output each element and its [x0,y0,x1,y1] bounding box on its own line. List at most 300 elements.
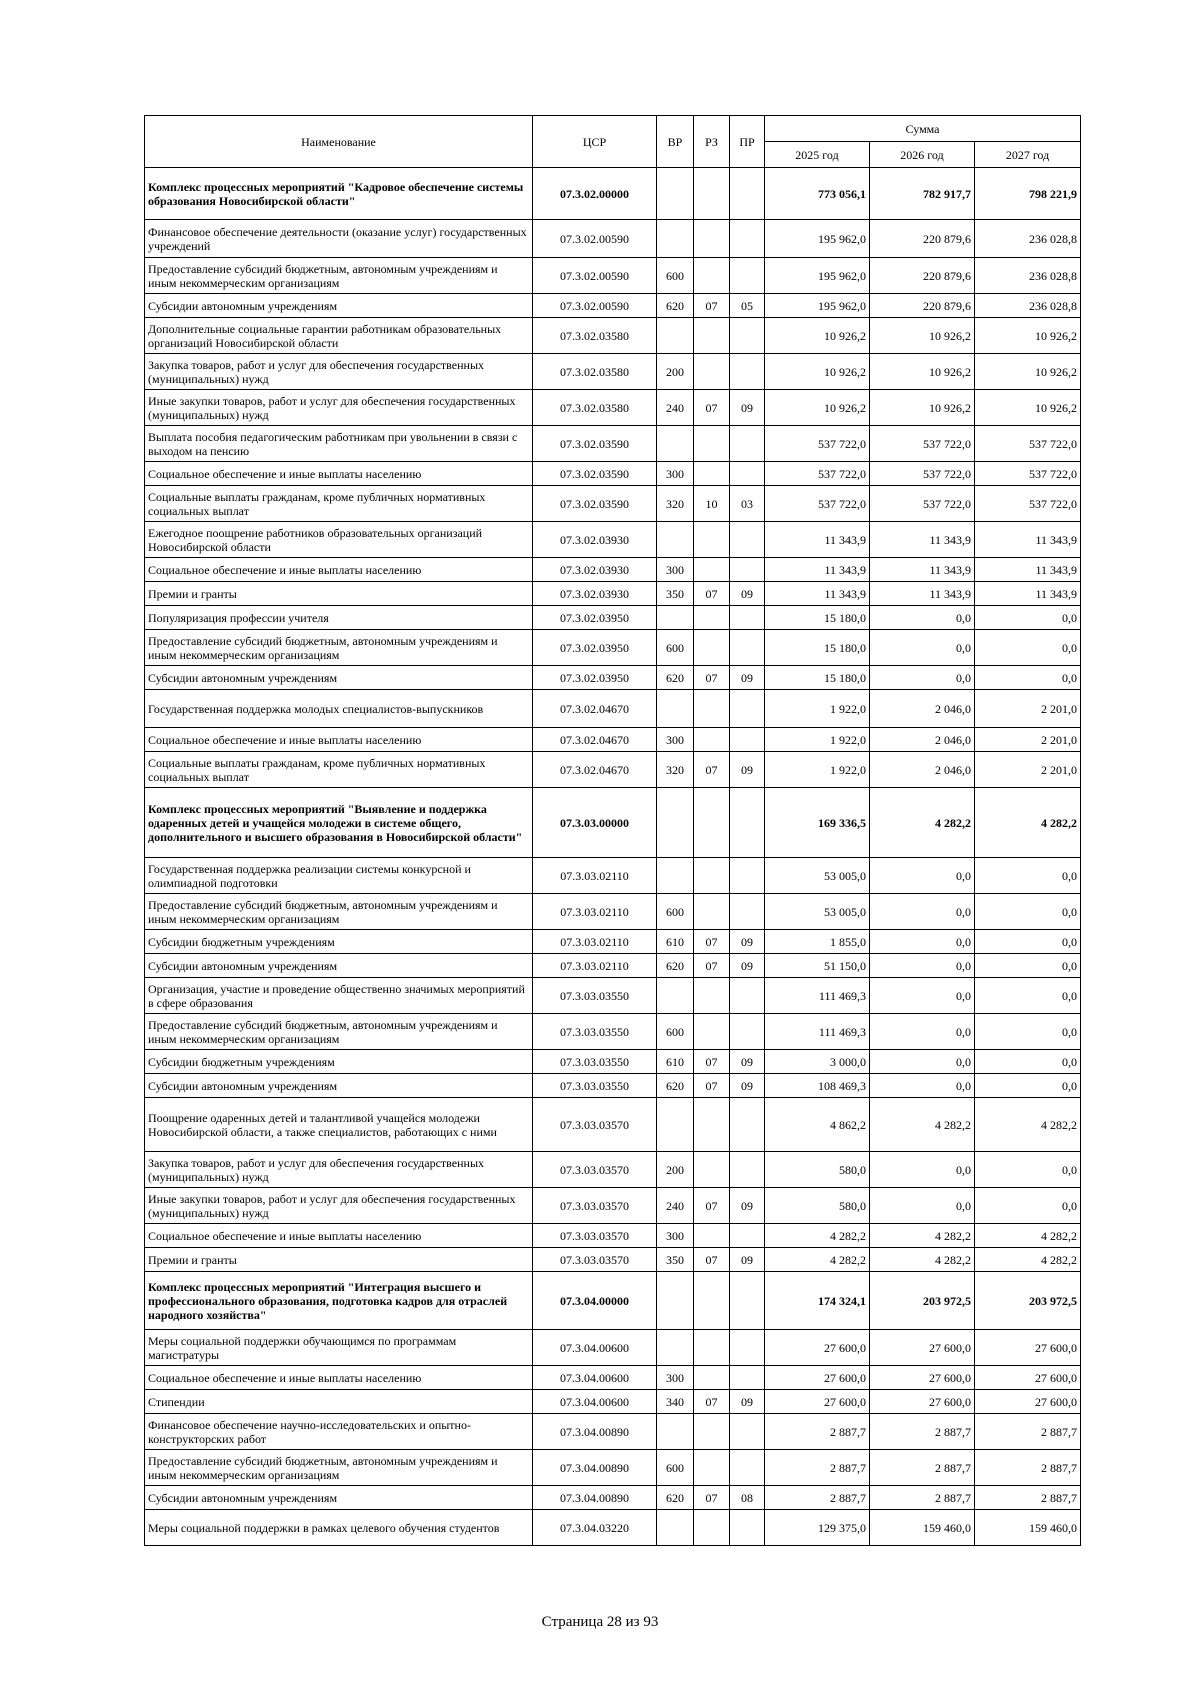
table-cell-csr: 07.3.04.00600 [533,1390,657,1414]
table-cell-2027: 0,0 [975,858,1081,894]
table-cell-pr [730,354,765,390]
table-cell-vr: 600 [657,258,694,294]
table-cell-csr: 07.3.04.00600 [533,1366,657,1390]
table-row [145,858,1081,894]
table-cell-2025: 15 180,0 [765,606,870,630]
table-cell-pr [730,1510,765,1546]
table-cell-2026: 0,0 [870,858,975,894]
table-cell-name: Комплекс процессных мероприятий "Кадровое обеспечение системы образования Новосибирской области" [145,168,533,220]
table-cell-pr [730,558,765,582]
table-cell-2025: 195 962,0 [765,220,870,258]
table-cell-2025: 27 600,0 [765,1366,870,1390]
table-cell-pr: 09 [730,390,765,426]
table-cell-pr: 09 [730,1248,765,1272]
table-row [145,978,1081,1014]
table-cell-2027: 0,0 [975,954,1081,978]
table-row [145,1014,1081,1050]
table-cell-2026: 2 887,7 [870,1486,975,1510]
table-cell-csr: 07.3.02.00000 [533,168,657,220]
table-cell-pr: 09 [730,582,765,606]
table-cell-2026: 220 879,6 [870,294,975,318]
table-cell-2027: 0,0 [975,930,1081,954]
table-cell-vr: 620 [657,666,694,690]
table-row [145,1272,1081,1330]
table-cell-2025: 129 375,0 [765,1510,870,1546]
table-cell-name: Предоставление субсидий бюджетным, автономным учреждениям и иным некоммерческим организациям [145,1014,533,1050]
table-cell-2025: 53 005,0 [765,894,870,930]
table-row [145,1414,1081,1450]
table-cell-vr [657,318,694,354]
table-cell-rz [694,168,730,220]
table-cell-2027: 2 201,0 [975,728,1081,752]
table-cell-vr: 240 [657,390,694,426]
table-cell-csr: 07.3.02.03580 [533,354,657,390]
table-cell-name: Предоставление субсидий бюджетным, автономным учреждениям и иным некоммерческим организациям [145,258,533,294]
table-cell-rz [694,318,730,354]
table-cell-name: Социальные выплаты гражданам, кроме публичных нормативных социальных выплат [145,752,533,788]
table-cell-2026: 27 600,0 [870,1330,975,1366]
table-cell-name: Субсидии автономным учреждениям [145,294,533,318]
table-cell-2027: 4 282,2 [975,1248,1081,1272]
table-cell-2026: 2 887,7 [870,1450,975,1486]
table-cell-pr [730,1272,765,1330]
table-row [145,1486,1081,1510]
table-cell-vr [657,858,694,894]
table-row [145,558,1081,582]
table-cell-name: Социальное обеспечение и иные выплаты населению [145,462,533,486]
table-row [145,168,1081,220]
table-cell-2026: 0,0 [870,1152,975,1188]
table-cell-csr: 07.3.02.03950 [533,630,657,666]
table-cell-2027: 0,0 [975,1074,1081,1098]
table-cell-name: Выплата пособия педагогическим работникам при увольнении в связи с выходом на пенсию [145,426,533,462]
table-cell-2025: 108 469,3 [765,1074,870,1098]
table-cell-vr: 300 [657,558,694,582]
table-cell-vr: 240 [657,1188,694,1224]
table-cell-pr [730,606,765,630]
header-year-2025: 2025 год [765,142,870,168]
table-cell-2025: 111 469,3 [765,978,870,1014]
table-row [145,1152,1081,1188]
table-cell-2027: 0,0 [975,606,1081,630]
table-cell-2025: 174 324,1 [765,1272,870,1330]
table-cell-2025: 195 962,0 [765,294,870,318]
table-cell-csr: 07.3.02.03590 [533,462,657,486]
table-cell-2026: 0,0 [870,1074,975,1098]
table-cell-name: Закупка товаров, работ и услуг для обеспечения государственных (муниципальных) нужд [145,354,533,390]
table-cell-pr [730,1098,765,1152]
table-cell-pr [730,788,765,858]
table-cell-2026: 537 722,0 [870,486,975,522]
table-cell-2026: 10 926,2 [870,390,975,426]
table-cell-csr: 07.3.02.03930 [533,522,657,558]
table-cell-vr [657,1330,694,1366]
budget-table [144,115,1081,1546]
table-cell-rz [694,728,730,752]
table-cell-rz [694,690,730,728]
table-cell-rz [694,978,730,1014]
table-cell-name: Государственная поддержка реализации системы конкурсной и олимпиадной подготовки [145,858,533,894]
table-cell-rz [694,1098,730,1152]
table-cell-2025: 11 343,9 [765,522,870,558]
table-cell-name: Иные закупки товаров, работ и услуг для обеспечения государственных (муниципальных) нужд [145,1188,533,1224]
table-row [145,728,1081,752]
table-row [145,1510,1081,1546]
table-cell-rz [694,788,730,858]
table-cell-vr [657,168,694,220]
table-cell-2025: 1 922,0 [765,690,870,728]
table-cell-pr: 09 [730,752,765,788]
table-cell-rz [694,426,730,462]
table-cell-csr: 07.3.02.04670 [533,752,657,788]
table-row [145,690,1081,728]
table-cell-2026: 0,0 [870,1188,975,1224]
table-row [145,752,1081,788]
table-cell-2026: 0,0 [870,1014,975,1050]
table-cell-2027: 4 282,2 [975,1224,1081,1248]
table-cell-name: Субсидии бюджетным учреждениям [145,1050,533,1074]
table-cell-pr: 09 [730,1188,765,1224]
table-cell-2026: 2 046,0 [870,752,975,788]
table-cell-2027: 2 887,7 [975,1414,1081,1450]
table-cell-rz [694,1224,730,1248]
table-cell-2027: 0,0 [975,894,1081,930]
header-name: Наименование [145,116,533,168]
table-cell-2027: 0,0 [975,1188,1081,1224]
table-cell-rz [694,630,730,666]
table-cell-name: Организация, участие и проведение общественно значимых мероприятий в сфере образования [145,978,533,1014]
table-cell-vr: 300 [657,1366,694,1390]
table-cell-rz: 07 [694,1188,730,1224]
table-cell-pr [730,168,765,220]
table-cell-pr [730,858,765,894]
table-cell-rz: 07 [694,1390,730,1414]
table-cell-vr [657,522,694,558]
table-row [145,1098,1081,1152]
table-cell-rz [694,858,730,894]
table-cell-pr [730,220,765,258]
table-cell-name: Социальное обеспечение и иные выплаты населению [145,728,533,752]
table-cell-csr: 07.3.02.03590 [533,486,657,522]
table-cell-name: Меры социальной поддержки обучающимся по программам магистратуры [145,1330,533,1366]
table-cell-2025: 10 926,2 [765,390,870,426]
table-cell-vr: 320 [657,752,694,788]
table-cell-2026: 27 600,0 [870,1390,975,1414]
table-cell-rz: 07 [694,1050,730,1074]
table-cell-pr: 08 [730,1486,765,1510]
table-cell-2027: 159 460,0 [975,1510,1081,1546]
table-cell-csr: 07.3.04.00000 [533,1272,657,1330]
table-row [145,630,1081,666]
table-cell-csr: 07.3.03.00000 [533,788,657,858]
table-cell-name: Субсидии автономным учреждениям [145,954,533,978]
table-row [145,666,1081,690]
table-cell-vr: 620 [657,954,694,978]
table-cell-rz: 07 [694,1074,730,1098]
table-cell-pr [730,1330,765,1366]
table-row [145,894,1081,930]
table-cell-2025: 2 887,7 [765,1414,870,1450]
table-row [145,258,1081,294]
table-cell-csr: 07.3.02.03930 [533,582,657,606]
header-year-2027: 2027 год [975,142,1081,168]
table-cell-2027: 236 028,8 [975,220,1081,258]
table-cell-2027: 11 343,9 [975,558,1081,582]
table-row [145,220,1081,258]
table-cell-vr [657,978,694,1014]
table-cell-rz: 07 [694,930,730,954]
table-cell-2025: 53 005,0 [765,858,870,894]
table-cell-2025: 2 887,7 [765,1450,870,1486]
table-cell-2027: 0,0 [975,666,1081,690]
table-cell-pr [730,522,765,558]
table-row [145,788,1081,858]
table-cell-2025: 3 000,0 [765,1050,870,1074]
table-cell-2025: 15 180,0 [765,630,870,666]
table-cell-vr: 610 [657,1050,694,1074]
header-year-2026: 2026 год [870,142,975,168]
table-cell-2027: 203 972,5 [975,1272,1081,1330]
table-cell-2027: 2 887,7 [975,1486,1081,1510]
table-cell-pr [730,1014,765,1050]
table-row [145,522,1081,558]
table-cell-name: Премии и гранты [145,582,533,606]
table-cell-2025: 27 600,0 [765,1390,870,1414]
table-cell-rz [694,220,730,258]
table-cell-vr: 600 [657,630,694,666]
table-cell-2027: 4 282,2 [975,788,1081,858]
table-cell-2026: 537 722,0 [870,462,975,486]
table-cell-name: Субсидии автономным учреждениям [145,666,533,690]
table-cell-2026: 220 879,6 [870,220,975,258]
table-cell-csr: 07.3.03.03550 [533,1014,657,1050]
table-cell-2026: 4 282,2 [870,1248,975,1272]
table-row [145,1330,1081,1366]
table-cell-2025: 1 855,0 [765,930,870,954]
table-row [145,1224,1081,1248]
table-cell-rz: 07 [694,666,730,690]
page-number: Страница 28 из 93 [541,1614,659,1630]
table-cell-2025: 51 150,0 [765,954,870,978]
table-cell-vr [657,606,694,630]
table-cell-name: Комплекс процессных мероприятий "Выявление и поддержка одаренных детей и учащейся молодежи в системе общего, дополнительного и высшего образования в Новосибирской области" [145,788,533,858]
table-body [145,168,1081,1546]
table-row [145,606,1081,630]
table-cell-2025: 11 343,9 [765,582,870,606]
table-cell-rz [694,354,730,390]
table-cell-name: Популяризация профессии учителя [145,606,533,630]
table-cell-2025: 1 922,0 [765,752,870,788]
table-cell-2027: 236 028,8 [975,258,1081,294]
table-cell-pr [730,1450,765,1486]
table-cell-vr [657,690,694,728]
header-rz: РЗ [694,116,730,168]
table-cell-name: Закупка товаров, работ и услуг для обеспечения государственных (муниципальных) нужд [145,1152,533,1188]
header-vr: ВР [657,116,694,168]
table-cell-csr: 07.3.02.03590 [533,426,657,462]
table-cell-rz [694,1510,730,1546]
table-cell-name: Дополнительные социальные гарантии работникам образовательных организаций Новосибирской области [145,318,533,354]
table-cell-pr [730,1152,765,1188]
table-cell-rz [694,606,730,630]
table-cell-2027: 0,0 [975,630,1081,666]
table-cell-2026: 0,0 [870,978,975,1014]
table-cell-vr: 200 [657,354,694,390]
table-cell-2026: 4 282,2 [870,1098,975,1152]
table-cell-2025: 4 282,2 [765,1248,870,1272]
table-row [145,294,1081,318]
table-cell-2026: 27 600,0 [870,1366,975,1390]
table-cell-csr: 07.3.02.04670 [533,728,657,752]
table-cell-pr [730,1414,765,1450]
table-cell-name: Социальные выплаты гражданам, кроме публичных нормативных социальных выплат [145,486,533,522]
table-cell-2026: 4 282,2 [870,1224,975,1248]
table-cell-2025: 580,0 [765,1188,870,1224]
table-cell-2027: 0,0 [975,1152,1081,1188]
table-cell-2027: 0,0 [975,978,1081,1014]
table-cell-csr: 07.3.03.02110 [533,894,657,930]
table-cell-csr: 07.3.02.03950 [533,606,657,630]
table-cell-csr: 07.3.04.00600 [533,1330,657,1366]
table-cell-2027: 2 201,0 [975,752,1081,788]
table-cell-vr: 300 [657,462,694,486]
table-row [145,582,1081,606]
table-cell-csr: 07.3.04.00890 [533,1450,657,1486]
table-cell-vr [657,1272,694,1330]
table-cell-csr: 07.3.03.03550 [533,1050,657,1074]
table-cell-pr: 09 [730,1074,765,1098]
table-cell-rz: 07 [694,1248,730,1272]
table-cell-pr [730,1224,765,1248]
table-cell-pr [730,690,765,728]
table-cell-vr: 300 [657,728,694,752]
table-cell-2025: 580,0 [765,1152,870,1188]
table-cell-pr: 09 [730,1390,765,1414]
table-cell-vr: 620 [657,1074,694,1098]
table-cell-2027: 2 201,0 [975,690,1081,728]
table-cell-2026: 159 460,0 [870,1510,975,1546]
table-cell-2025: 111 469,3 [765,1014,870,1050]
table-cell-2027: 10 926,2 [975,354,1081,390]
table-cell-2026: 11 343,9 [870,522,975,558]
table-cell-rz: 07 [694,582,730,606]
table-cell-2025: 4 862,2 [765,1098,870,1152]
table-cell-rz: 10 [694,486,730,522]
table-cell-vr [657,1510,694,1546]
table-row [145,1074,1081,1098]
table-cell-2026: 11 343,9 [870,582,975,606]
table-row [145,354,1081,390]
table-cell-name: Социальное обеспечение и иные выплаты населению [145,558,533,582]
table-cell-2026: 782 917,7 [870,168,975,220]
table-cell-vr: 620 [657,294,694,318]
table-cell-csr: 07.3.03.03550 [533,978,657,1014]
table-cell-csr: 07.3.04.00890 [533,1414,657,1450]
table-cell-2025: 537 722,0 [765,426,870,462]
table-cell-vr: 350 [657,582,694,606]
table-cell-2027: 537 722,0 [975,426,1081,462]
table-cell-name: Меры социальной поддержки в рамках целевого обучения студентов [145,1510,533,1546]
table-cell-2025: 4 282,2 [765,1224,870,1248]
table-cell-pr: 09 [730,1050,765,1074]
table-cell-pr [730,728,765,752]
table-cell-name: Комплекс процессных мероприятий "Интеграция высшего и профессионального образования, подготовка кадров для отраслей народного хозяйства" [145,1272,533,1330]
table-cell-name: Субсидии автономным учреждениям [145,1074,533,1098]
table-cell-2027: 2 887,7 [975,1450,1081,1486]
table-cell-pr [730,978,765,1014]
table-cell-2025: 27 600,0 [765,1330,870,1366]
table-cell-csr: 07.3.03.03570 [533,1152,657,1188]
table-cell-2026: 0,0 [870,930,975,954]
table-cell-name: Финансовое обеспечение деятельности (оказание услуг) государственных учреждений [145,220,533,258]
table-cell-2026: 2 046,0 [870,690,975,728]
table-cell-csr: 07.3.03.02110 [533,930,657,954]
header-csr: ЦСР [533,116,657,168]
table-cell-2026: 2 887,7 [870,1414,975,1450]
table-cell-vr: 320 [657,486,694,522]
table-cell-vr: 350 [657,1248,694,1272]
table-cell-pr: 09 [730,666,765,690]
table-row [145,1188,1081,1224]
header-sum: Сумма [765,116,1081,142]
table-cell-pr [730,1366,765,1390]
table-cell-pr [730,630,765,666]
table-cell-2027: 0,0 [975,1014,1081,1050]
table-cell-name: Финансовое обеспечение научно-исследовательских и опытно-конструкторских работ [145,1414,533,1450]
table-cell-name: Поощрение одаренных детей и талантливой учащейся молодежи Новосибирской области, а также специалистов, работающих с ними [145,1098,533,1152]
table-cell-vr: 200 [657,1152,694,1188]
table-cell-2027: 11 343,9 [975,582,1081,606]
table-cell-vr: 600 [657,894,694,930]
table-row [145,1366,1081,1390]
table-cell-name: Субсидии бюджетным учреждениям [145,930,533,954]
table-cell-2026: 0,0 [870,630,975,666]
table-cell-rz [694,1272,730,1330]
table-cell-2026: 0,0 [870,666,975,690]
table-cell-vr [657,426,694,462]
table-cell-csr: 07.3.02.03580 [533,390,657,426]
table-cell-vr: 600 [657,1014,694,1050]
table-cell-csr: 07.3.04.00890 [533,1486,657,1510]
table-cell-vr: 600 [657,1450,694,1486]
table-cell-2025: 15 180,0 [765,666,870,690]
table-cell-pr: 09 [730,954,765,978]
table-cell-pr: 03 [730,486,765,522]
table-cell-pr [730,462,765,486]
table-cell-pr [730,894,765,930]
table-cell-2026: 4 282,2 [870,788,975,858]
table-cell-rz [694,1414,730,1450]
table-cell-name: Ежегодное поощрение работников образовательных организаций Новосибирской области [145,522,533,558]
table-cell-csr: 07.3.02.03580 [533,318,657,354]
table-cell-2027: 798 221,9 [975,168,1081,220]
table-row [145,426,1081,462]
table-cell-rz: 07 [694,752,730,788]
table-cell-2026: 11 343,9 [870,558,975,582]
table-row [145,954,1081,978]
table-cell-2025: 10 926,2 [765,318,870,354]
table-row [145,318,1081,354]
table-cell-2026: 203 972,5 [870,1272,975,1330]
table-cell-2027: 4 282,2 [975,1098,1081,1152]
table-cell-vr [657,1098,694,1152]
table-cell-2027: 10 926,2 [975,390,1081,426]
table-cell-csr: 07.3.02.03930 [533,558,657,582]
table-cell-name: Стипендии [145,1390,533,1414]
table-cell-csr: 07.3.03.03570 [533,1188,657,1224]
table-row [145,390,1081,426]
table-cell-csr: 07.3.03.03570 [533,1098,657,1152]
